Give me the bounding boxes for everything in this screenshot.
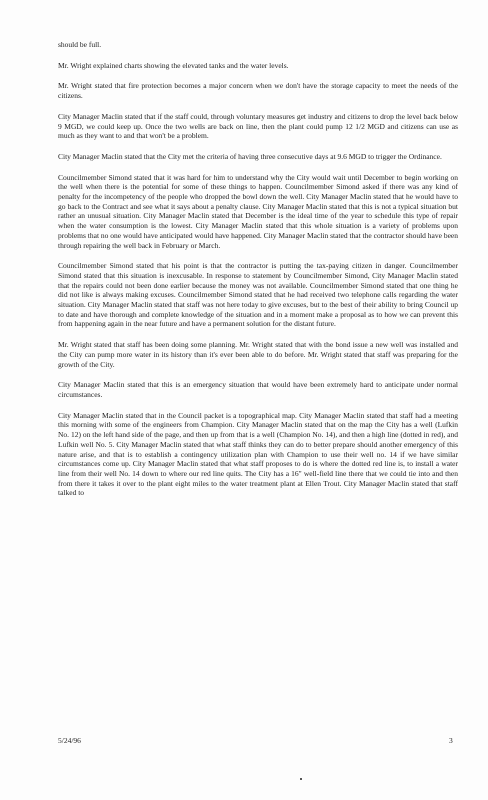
paragraph-8: Mr. Wright stated that staff has been doing some planning. Mr. Wright stated that with the bond issue a new well was installed and the City can pump more water in its history than it's ever been able to do before. Mr. Wright stated that staff was preparing for the growth of the City. (58, 340, 458, 369)
paragraph-4: City Manager Maclin stated that if the staff could, through voluntary measures get industry and citizens to drop the level back below 9 MGD, we could keep up. Once the two wells are back on line, then the plant could pump 12 1/2 MGD and citizens can use as much as they want to and that won't be a problem. (58, 111, 458, 141)
paragraph-3: Mr. Wright stated that fire protection becomes a major concern when we don't have the storage capacity to meet the needs of the citizens. (58, 81, 458, 101)
paragraph-5: City Manager Maclin stated that the City met the criteria of having three consecutive days at 9.6 MGD to trigger the Ordinance. (58, 151, 442, 161)
paragraph-1: should be full. (58, 40, 102, 49)
paragraph-7: Councilmember Simond stated that his point is that the contractor is putting the tax-paying citizen in danger. Councilmember Simond stated that this situation is inexcusable. In response to statement by Councilmember Simond, City Manager Maclin stated that the repairs could not been done earlier because the money was not available. Councilmember Simond stated that one thing he did not like is always making excuses. Councilmember Simond stated that he had received two telephone calls regarding the water situation. City Manager Maclin stated that staff was not here today to give excuses, but to the best of their ability to bring Council up to date and have thorough and complete knowledge of the situation and in a moment make a proposal as to how we can prevent this from happening again in the near future and have a permanent solution for the distant future. (58, 261, 458, 329)
paragraph-10: City Manager Maclin stated that in the Council packet is a topographical map. City Manager Maclin stated that staff had a meeting this morning with some of the engineers from Champion. City Manager Maclin stated that on the map the City has a well (Lufkin No. 12) on the left hand side of the page, and then up from that is a well (Champion No. 14), and then a high line (dotted in red), and Lufkin well No. 5. City Manager Maclin stated that what staff thinks they can do to better prepare should another emergency of this nature arise, and that is to establish a contingency utilization plan with Champion to use their well no. 14 if we have similar circumstances come up. City Manager Maclin stated that what staff proposes to do is where the dotted red line is, to install a water line from their well No. 14 down to where our red line quits. The City has a 16" well-field line there that we could tie into and then from there it takes it over to the plant eight miles to the water treatment plant at Ellen Trout. City Manager Maclin stated that staff talked to (58, 410, 458, 498)
document-body (58, 40, 458, 509)
paragraph-9: City Manager Maclin stated that this is an emergency situation that would have been extremely hard to anticipate under normal circumstances. (58, 380, 458, 399)
paragraph-6: Councilmember Simond stated that it was hard for him to understand why the City would wait until December to begin working on the well when there is the potential for some of these things to happen. Councilmember Simond asked if there was any kind of penalty for the incompetency of the people who dropped the bowl down the well. City Manager Maclin stated that he would have to go back to the Contract and see what it says about a penalty clause. City Manager Maclin stated that this is not a typical situation but rather an unusual situation. City Manager Maclin stated that December is the ideal time of the year to schedule this type of repair when the water consumption is the lowest. City Manager Maclin stated that this whole situation is a variety of problems upon problems that no one would have anticipated would have happened. City Manager Maclin stated that the contractor should have been through repairing the well back in February or March. (58, 172, 458, 250)
page-number: 3 (449, 736, 453, 745)
scan-speck (300, 778, 302, 780)
footer-date: 5/24/96 (58, 736, 81, 745)
paragraph-2: Mr. Wright explained charts showing the elevated tanks and the water levels. (58, 60, 289, 70)
